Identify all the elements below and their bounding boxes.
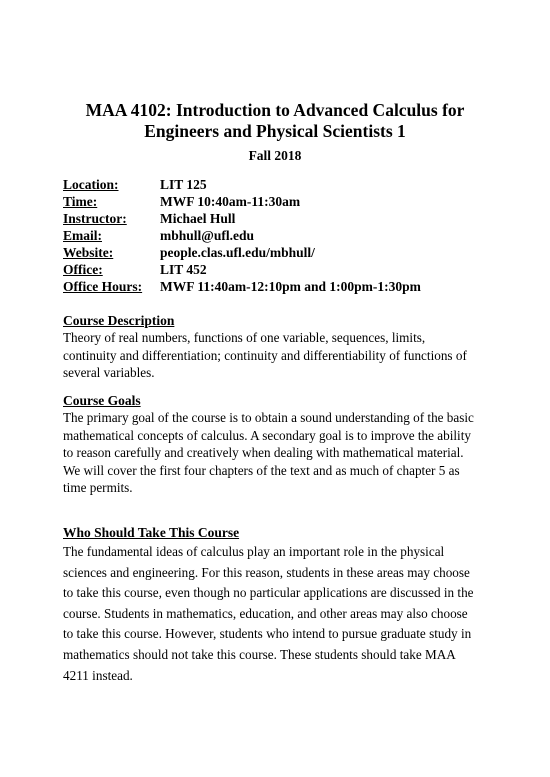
course-description-section [63, 312, 493, 382]
section-heading: Course Description [63, 313, 175, 328]
paragraph-line: Theory of real numbers, functions of one variable, sequences, limits, [63, 330, 426, 345]
paragraph-line: course. Students in mathematics, education, and other areas may also choose [63, 605, 468, 621]
paragraph-line: to reason carefully and creatively when dealing with mathematical material. [63, 445, 464, 460]
course-goals-section [63, 392, 493, 497]
paragraph-line: The primary goal of the course is to obtain a sound understanding of the basic [63, 410, 474, 425]
info-row-location [63, 176, 421, 193]
course-title-line: MAA 4102: Introduction to Advanced Calculus for [85, 100, 465, 120]
info-label: Website: [63, 245, 114, 260]
course-title [0, 100, 550, 142]
paragraph-line: 4211 instead. [63, 667, 133, 683]
info-row-email [63, 227, 421, 244]
paragraph-line: The fundamental ideas of calculus play an important role in the physical [63, 544, 445, 559]
paragraph-line: to take this course. However, students who intend to pursue graduate study in [63, 626, 472, 642]
info-label: Email: [63, 228, 102, 243]
info-label: Time: [63, 194, 98, 209]
term-label: Fall 2018 [248, 148, 302, 163]
paragraph-line: time permits. [63, 480, 133, 495]
info-row-instructor [63, 210, 421, 227]
section-heading: Who Should Take This Course [63, 525, 240, 540]
paragraph-line: We will cover the first four chapters of the text and as much of chapter 5 as [63, 462, 460, 478]
info-value: MWF 11:40am-12:10pm and 1:00pm-1:30pm [160, 279, 421, 294]
info-value: LIT 125 [160, 177, 207, 192]
section-heading: Course Goals [63, 393, 141, 408]
info-label: Office: [63, 262, 103, 277]
info-value: LIT 452 [160, 262, 207, 277]
info-value: MWF 10:40am-11:30am [160, 194, 301, 209]
paragraph-line: mathematical concepts of calculus. A secondary goal is to improve the ability [63, 427, 471, 443]
paragraph-line: mathematics should not take this course. These students should take MAA [63, 646, 456, 662]
info-label: Office Hours: [63, 279, 143, 294]
website-value: people.clas.ufl.edu/mbhull/ [160, 245, 315, 260]
info-row-time [63, 193, 421, 210]
who-should-take-section [63, 524, 493, 686]
info-label: Instructor: [63, 211, 127, 226]
paragraph-line: to take this course, even though no particular applications are discussed in the [63, 585, 474, 601]
info-row-office-hours [63, 278, 421, 295]
info-value: Michael Hull [160, 211, 236, 226]
info-label: Location: [63, 177, 119, 192]
info-row-office [63, 261, 421, 278]
paragraph-line: several variables. [63, 365, 155, 380]
course-title-line: Engineers and Physical Scientists 1 [144, 121, 406, 141]
email-value: mbhull@ufl.edu [160, 228, 254, 243]
paragraph-line: sciences and engineering. For this reason, students in these areas may choose [63, 564, 470, 580]
course-info-table [63, 176, 421, 295]
info-row-website [63, 244, 421, 261]
paragraph-line: continuity and differentiation; continuity and differentiability of functions of [63, 347, 467, 363]
